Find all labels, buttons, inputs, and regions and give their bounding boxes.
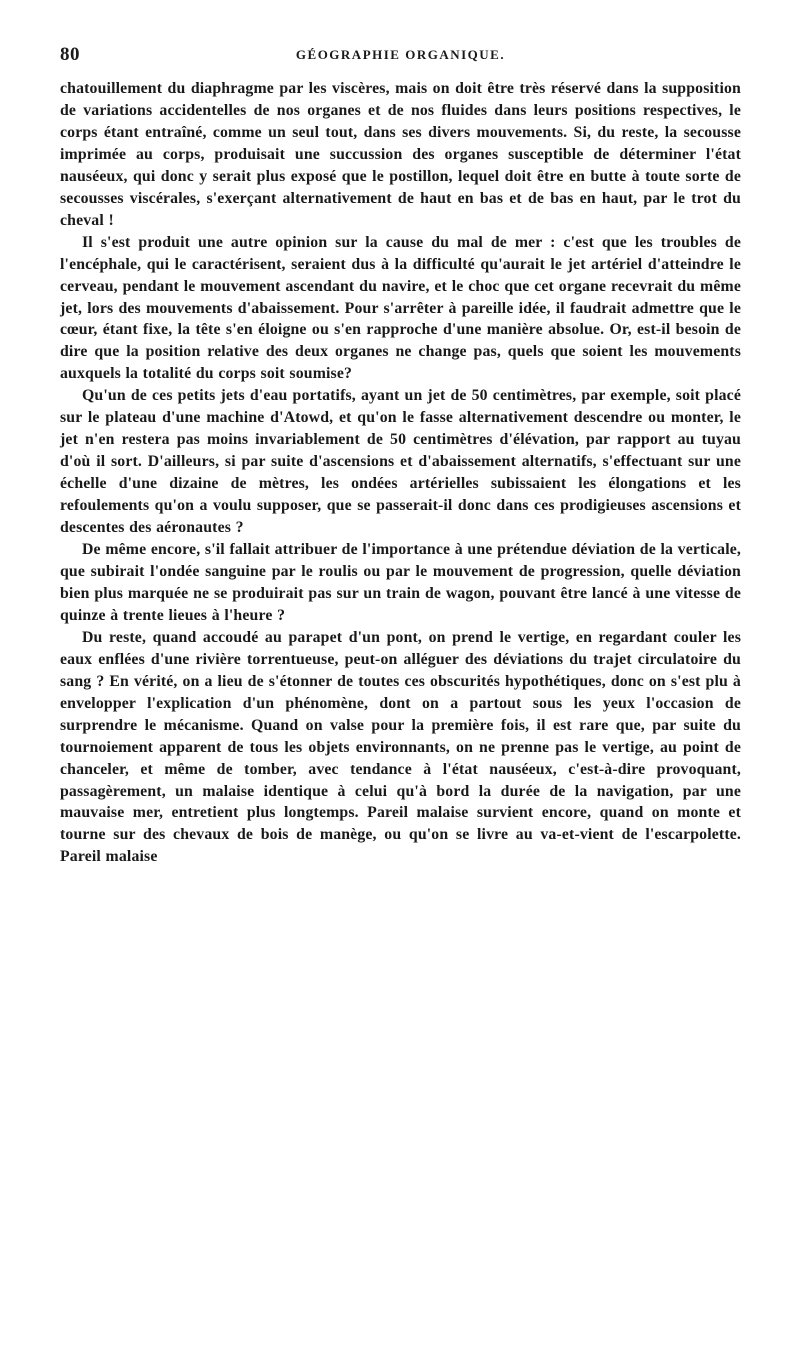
paragraph: Il s'est produit une autre opinion sur la cause du mal de mer : c'est que les troubles de l'encéphale, qui le caractérisent, seraient dus à la difficulté qu'aurait le jet artériel d'atteindre le cerveau, pendant le mouvement ascendant du navire, et le choc que cet organe recevrait du même jet, lors des mouvements d'abaissement. Pour s'arrêter à pareille idée, il faudrait admettre que le cœur, étant fixe, la tête s'en éloigne ou s'en rapproche d'une manière absolue. Or, est-il besoin de dire que la position relative des deux organes ne change pas, quels que soient les mouvements auxquels la totalité du corps soit soumise? [60, 233, 741, 383]
paragraph-continued: chatouillement du diaphragme par les viscères, mais on doit être très réservé dans la supposition de variations accidentelles de nos organes et de nos fluides dans leurs positions respectives, le corps étant entraîné, comme un seul tout, dans ses divers mouvements. Si, du reste, la secousse imprimée au corps, produisait une succussion des organes susceptible de déterminer l'état nauséeux, qui donc y serait plus exposé que le postillon, lequel doit être en butte à toute sorte de secousses viscérales, s'exerçant alternativement de haut en bas et de bas en haut, par le trot du cheval ! [60, 80, 741, 229]
page-number: 80 [60, 44, 80, 65]
page-header [60, 44, 741, 78]
book-page [60, 44, 741, 868]
body-text [60, 78, 741, 868]
running-title: GÉOGRAPHIE ORGANIQUE. [295, 47, 506, 62]
paragraph: Du reste, quand accoudé au parapet d'un pont, on prend le vertige, en regardant couler les eaux enflées d'une rivière torrentueuse, peut-on alléguer des déviations du trajet circulatoire du sang ? En vérité, on a lieu de s'étonner de toutes ces obscurités hypothétiques, donc on s'est plu à envelopper l'explication d'un phénomène, dont on a partout sous les yeux l'occasion de surprendre le mécanisme. Quand on valse pour la première fois, il est rare que, par suite du tournoiement apparent de tous les objets environnants, on ne prenne pas le vertige, au point de chanceler, et même de tomber, avec tendance à l'état nauséeux, c'est-à-dire provoquant, passagèrement, un malaise identique à celui qu'à bord la durée de la navigation, par une mauvaise mer, entretient plus longtemps. Pareil malaise survient encore, quand on monte et tourne sur des chevaux de bois de manège, ou qu'on se livre au va-et-vient de l'escarpolette. Pareil malaise [60, 628, 741, 866]
paragraph: De même encore, s'il fallait attribuer de l'importance à une prétendue déviation de la verticale, que subirait l'ondée sanguine par le roulis ou par le mouvement de progression, quelle déviation bien plus marquée ne se produirait pas sur un train de wagon, pouvant être lancé à une vitesse de quinze à trente lieues à l'heure ? [60, 541, 741, 624]
paragraph: Qu'un de ces petits jets d'eau portatifs, ayant un jet de 50 centimètres, par exemple, soit placé sur le plateau d'une machine d'Atowd, et qu'on le fasse alternativement descendre ou monter, le jet n'en restera pas moins invariablement de 50 centimètres d'élévation, par rapport au tuyau d'où il sort. D'ailleurs, si par suite d'ascensions et d'abaissement alternatifs, s'effectuant sur une échelle d'une dizaine de mètres, les ondées artérielles subissaient les élongations et les refoulements qu'on a voulu supposer, que se passerait-il donc dans ces prodigieuses ascensions et descentes des aéronautes ? [60, 387, 741, 537]
